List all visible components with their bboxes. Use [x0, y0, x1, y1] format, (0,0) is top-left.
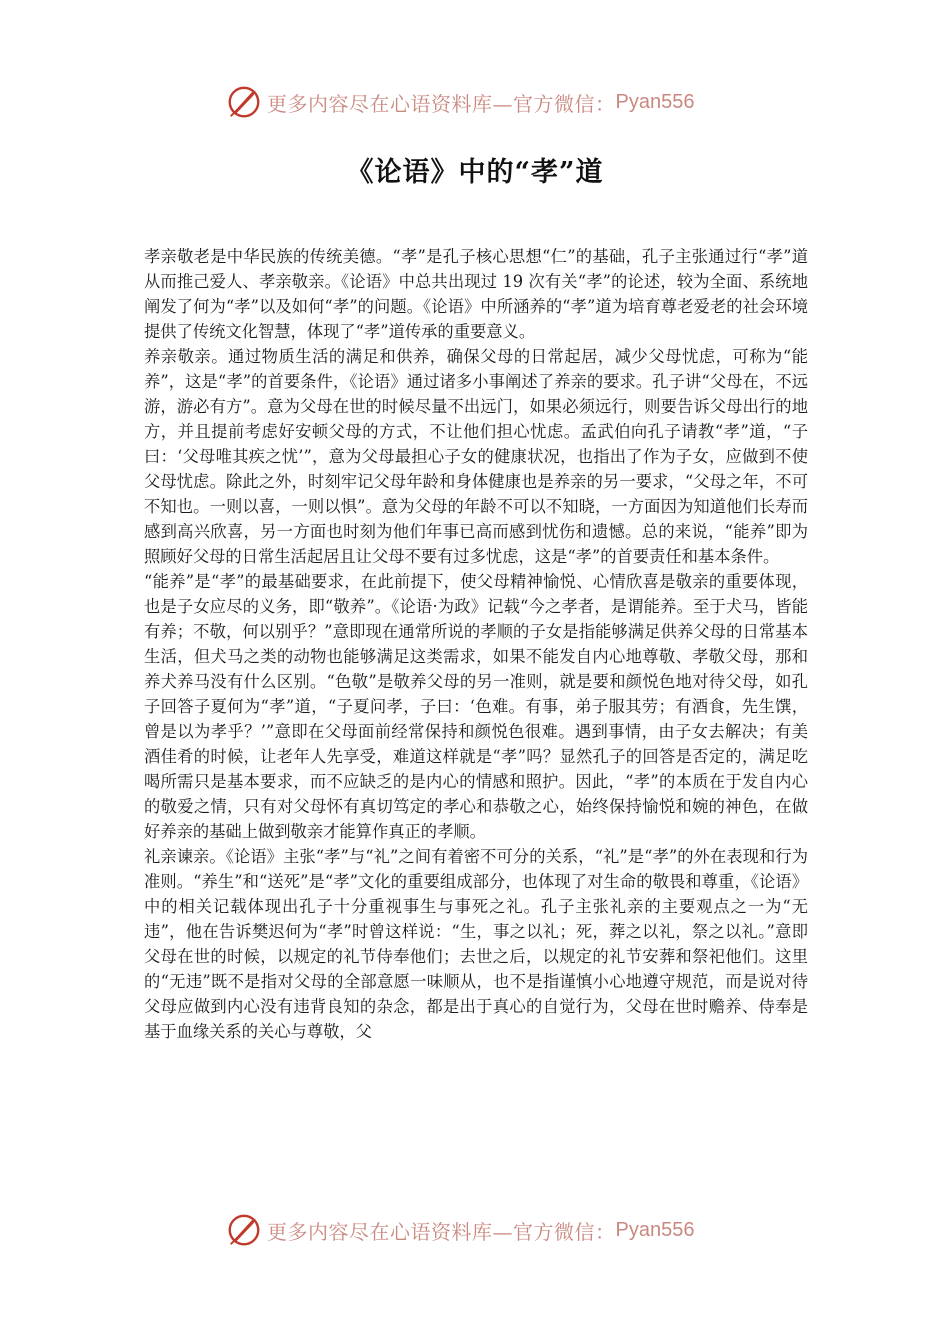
banner-text: 更多内容尽在心语资料库—官方微信：	[267, 1219, 616, 1244]
banner-contact: Pyan556	[615, 90, 695, 113]
paragraph: 礼亲谏亲。《论语》主张“孝”与“礼”之间有着密不可分的关系，“礼”是“孝”的外在表现和行为准则。“养生”和“送死”是“孝”文化的重要组成部分，也体现了对生命的敬畏和尊重，《论语》中的相关记载体现出孔子十分重视事生与事死之礼。孔子主张礼亲的主要观点之一为“无违”，他在告诉樊迟何为“孝”时曾这样说：“生，事之以礼；死，葬之以礼，祭之以礼。”意即父母在世的时候，以规定的礼节侍奉他们；去世之后，以规定的礼节安葬和祭祀他们。这里的“无违”既不是指对父母的全部意愿一味顺从，也不是指谨慎小心地遵守规范，而是说对待父母应做到内心没有违背良知的杂念，都是出于真心的自觉行为，父母在世时赡养、侍奉是基于血缘关系的关心与尊敬，父	[144, 847, 808, 1041]
quill-logo-icon	[225, 83, 263, 121]
paragraph: 养亲敬亲。通过物质生活的满足和供养，确保父母的日常起居，减少父母忧虑，可称为“能养”，这是“孝”的首要条件，《论语》通过诸多小事阐述了养亲的要求。孔子讲“父母在，不远游，游必有方”。意为父母在世的时候尽量不出远门，如果必须远行，则要告诉父母出行的地方，并且提前考虑好安顿父母的方式，不让他们担心忧虑。孟武伯向孔子请教“孝”道，“子曰：‘父母唯其疾之忧’”，意为父母最担心子女的健康状况，也指出了作为子女，应做到不使父母忧虑。除此之外，时刻牢记父母年龄和身体健康也是养亲的另一要求，“父母之年，不可不知也。一则以喜，一则以惧”。意为父母的年龄不可以不知晓，一方面因为知道他们长寿而感到高兴欣喜，另一方面也时刻为他们年事已高而感到忧伤和遗憾。总的来说，“能养”即为照顾好父母的日常生活起居且让父母不要有过多忧虑，这是“孝”的首要责任和基本条件。	[144, 347, 808, 566]
banner-text: 更多内容尽在心语资料库—官方微信：	[267, 91, 616, 116]
header-banner	[225, 80, 725, 124]
document-title: 《论语》中的“孝”道	[346, 157, 604, 188]
paragraph: 孝亲敬老是中华民族的传统美德。“孝”是孔子核心思想“仁”的基础，孔子主张通过行“孝”道从而推己爱人、孝亲敬亲。《论语》中总共出现过 19 次有关“孝”的论述，较为全面、系统地阐发了何为“孝”以及如何“孝”的问题。《论语》中所涵养的“孝”道为培育尊老爱老的社会环境提供了传统文化智慧，体现了“孝”道传承的重要意义。	[144, 247, 808, 341]
document-body	[144, 244, 808, 1044]
paragraph: “能养”是“孝”的最基础要求，在此前提下，使父母精神愉悦、心情欣喜是敬亲的重要体现，也是子女应尽的义务，即“敬养”。《论语·为政》记载“今之孝者，是谓能养。至于犬马，皆能有养；不敬，何以别乎？”意即现在通常所说的孝顺的子女是指能够满足供养父母的日常基本生活，但犬马之类的动物也能够满足这类需求，如果不能发自内心地尊敬、孝敬父母，那和养犬养马没有什么区别。“色敬”是敬养父母的另一准则，就是要和颜悦色地对待父母，如孔子回答子夏何为“孝”道，“子夏问孝，子曰：‘色难。有事，弟子服其劳；有酒食，先生馔，曾是以为孝乎？’”意即在父母面前经常保持和颜悦色很难。遇到事情，由子女去解决；有美酒佳肴的时候，让老年人先享受，难道这样就是“孝”吗？显然孔子的回答是否定的，满足吃喝所需只是基本要求，而不应缺乏的是内心的情感和照护。因此，“孝”的本质在于发自内心的敬爱之情，只有对父母怀有真切笃定的孝心和恭敬之心，始终保持愉悦和婉的神色，在做好养亲的基础上做到敬亲才能算作真正的孝顺。	[144, 572, 808, 841]
footer-banner	[225, 1208, 725, 1252]
banner-contact: Pyan556	[615, 1218, 695, 1241]
quill-logo-icon	[225, 1211, 263, 1249]
